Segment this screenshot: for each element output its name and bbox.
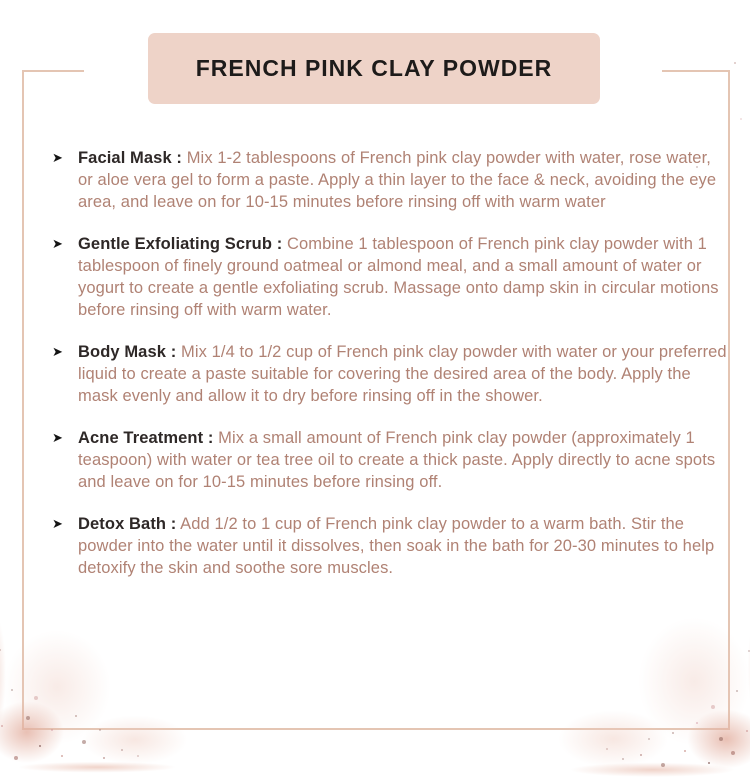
usage-item-description: Combine 1 tablespoon of French pink clay powder with 1 tablespoon of finely ground oatmeal or almond meal, and a small amount of water or yogurt to create a gentle exfoliating scrub. Massage onto damp skin in circular motions before rinsing off with warm water.: [78, 235, 719, 319]
arrow-bullet-icon: ➤: [52, 345, 63, 360]
usage-item-label: Gentle Exfoliating Scrub :: [78, 235, 283, 253]
usage-item-text: [78, 513, 730, 579]
usage-item-body-mask: [52, 341, 730, 407]
usage-item-description: Mix a small amount of French pink clay powder (approximately 1 teaspoon) with water or tea tree oil to create a thick paste. Apply directly to acne spots and leave on for 10-15 minutes before rinsing off.: [78, 429, 716, 491]
usage-item-text: [78, 341, 730, 407]
header-band: [148, 33, 600, 104]
usage-item-label: Body Mask :: [78, 343, 177, 361]
arrow-bullet-icon: ➤: [52, 431, 63, 446]
arrow-bullet-icon: ➤: [52, 517, 63, 532]
usage-item-description: Add 1/2 to 1 cup of French pink clay powder to a warm bath. Stir the powder into the water until it dissolves, then soak in the bath for 20-30 minutes to help detoxify the skin and soothe sore muscles.: [78, 515, 715, 577]
usage-item-text: [78, 147, 730, 213]
usage-item-text: [78, 233, 730, 321]
usage-item-label: Acne Treatment :: [78, 429, 214, 447]
usage-item-acne-treatment: [52, 427, 730, 493]
usage-item-description: Mix 1-2 tablespoons of French pink clay powder with water, rose water, or aloe vera gel to form a paste. Apply a thin layer to the face & neck, avoiding the eye area, and leave on for 10-15 minutes before rinsing off with warm water: [78, 149, 717, 211]
usage-item-facial-mask: [52, 147, 730, 213]
usage-item-label: Facial Mask :: [78, 149, 183, 167]
usage-item-label: Detox Bath :: [78, 515, 177, 533]
powder-specks-top-right: [736, 58, 738, 60]
usage-list: [52, 147, 730, 599]
usage-item-description: Mix 1/4 to 1/2 cup of French pink clay powder with water or your preferred liquid to create a paste suitable for covering the desired area of the body. Apply the mask evenly and allow it to dry before rinsing off in the shower.: [78, 343, 727, 405]
page-title: FRENCH PINK CLAY POWDER: [195, 55, 553, 81]
usage-item-detox-bath: [52, 513, 730, 579]
usage-item-exfoliating-scrub: [52, 233, 730, 321]
arrow-bullet-icon: ➤: [52, 237, 63, 252]
usage-item-text: [78, 427, 730, 493]
arrow-bullet-icon: ➤: [52, 151, 63, 166]
